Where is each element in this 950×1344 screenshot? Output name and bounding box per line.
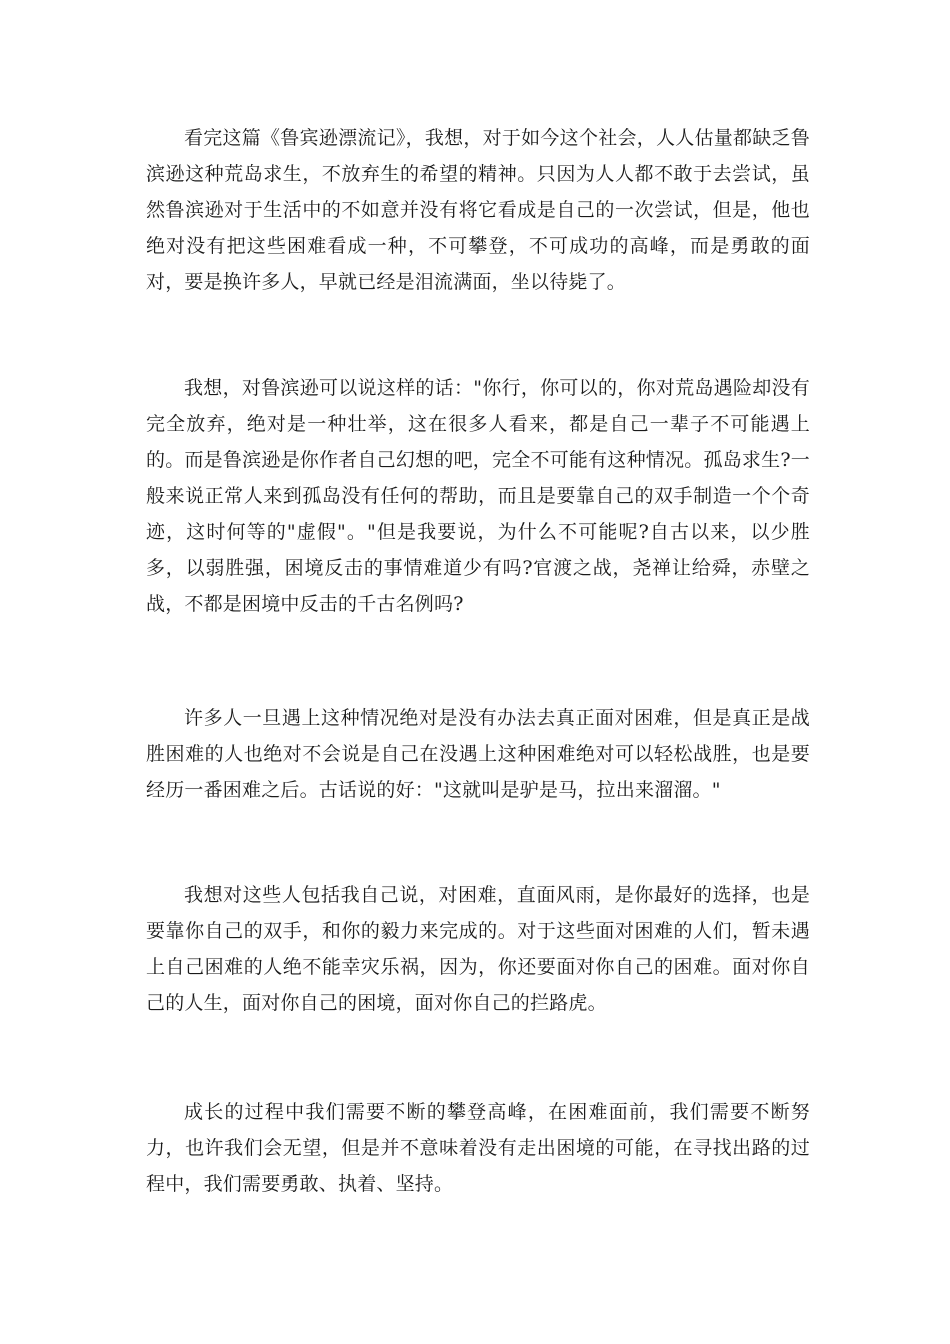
paragraph-4: 我想对这些人包括我自己说，对困难，直面风雨，是你最好的选择，也是要靠你自己的双手，和你的毅力来完成的。对于这些面对困难的人们，暂未遇上自己困难的人绝不能幸灾乐祸，因为，你还要面对你自己的困难。面对你自己的人生，面对你自己的困境，面对你自己的拦路虎。 [146, 884, 810, 1014]
paragraph-5: 成长的过程中我们需要不断的攀登高峰，在困难面前，我们需要不断努力，也许我们会无望，但是并不意味着没有走出困境的可能，在寻找出路的过程中，我们需要勇敢、执着、坚持。 [146, 1101, 810, 1195]
paragraph-1: 看完这篇《鲁宾逊漂流记》，我想，对于如今这个社会，人人估量都缺乏鲁滨逊这种荒岛求生，不放弃生的希望的精神。只因为人人都不敢于去尝试，虽然鲁滨逊对于生活中的不如意并没有将它看成是自己的一次尝试，但是，他也绝对没有把这些困难看成一种，不可攀登，不可成功的高峰，而是勇敢的面对，要是换许多人，早就已经是泪流满面，坐以待毙了。 [146, 127, 810, 293]
paragraph-3: 许多人一旦遇上这种情况绝对是没有办法去真正面对困难，但是真正是战胜困难的人也绝对不会说是自己在没遇上这种困难绝对可以轻松战胜，也是要经历一番困难之后。古话说的好："这就叫是驴是马，拉出来溜溜。" [146, 707, 810, 801]
paragraph-2: 我想，对鲁滨逊可以说这样的话："你行，你可以的，你对荒岛遇险却没有完全放弃，绝对是一种壮举，这在很多人看来，都是自己一辈子不可能遇上的。而是鲁滨逊是你作者自己幻想的吧，完全不可能有这种情况。孤岛求生?一般来说正常人来到孤岛没有任何的帮助，而且是要靠自己的双手制造一个个奇迹，这时何等的"虚假"。"但是我要说，为什么不可能呢?自古以来，以少胜多，以弱胜强，困境反击的事情难道少有吗?官渡之战，尧禅让给舜，赤壁之战，不都是困境中反击的千古名例吗? [146, 377, 810, 615]
